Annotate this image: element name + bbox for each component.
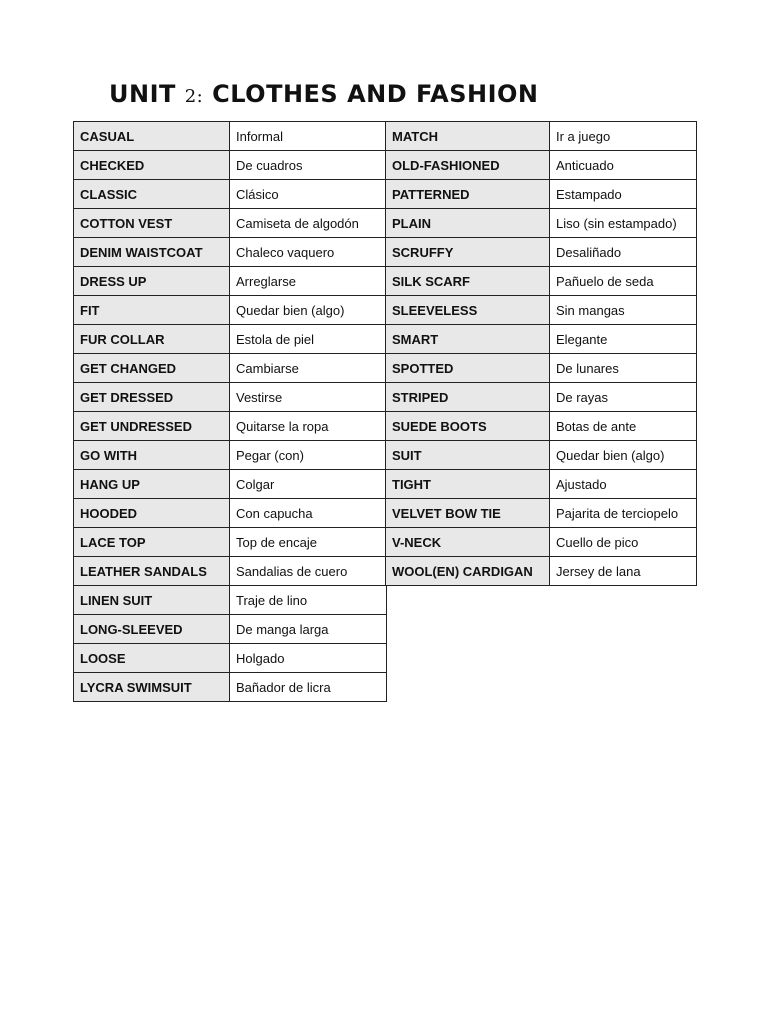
translation-cell: Quitarse la ropa [230, 412, 387, 441]
term-cell: MATCH [386, 122, 550, 151]
term-cell: LYCRA SWIMSUIT [74, 673, 230, 702]
translation-cell: Pañuelo de seda [550, 267, 697, 296]
table-row [386, 267, 697, 296]
table-row [386, 354, 697, 383]
table-row [386, 180, 697, 209]
table-row [386, 383, 697, 412]
table-row [386, 412, 697, 441]
table-row [74, 673, 387, 702]
table-row [74, 354, 387, 383]
table-row [386, 151, 697, 180]
term-cell: OLD-FASHIONED [386, 151, 550, 180]
translation-cell: Chaleco vaquero [230, 238, 387, 267]
translation-cell: De lunares [550, 354, 697, 383]
term-cell: TIGHT [386, 470, 550, 499]
table-row [74, 557, 387, 586]
term-cell: SUIT [386, 441, 550, 470]
term-cell: PLAIN [386, 209, 550, 238]
translation-cell: Elegante [550, 325, 697, 354]
translation-cell: Botas de ante [550, 412, 697, 441]
term-cell: GET DRESSED [74, 383, 230, 412]
table-row [386, 470, 697, 499]
translation-cell: Informal [230, 122, 387, 151]
translation-cell: Clásico [230, 180, 387, 209]
term-cell: CLASSIC [74, 180, 230, 209]
table-row [74, 238, 387, 267]
table-row [74, 122, 387, 151]
translation-cell: Top de encaje [230, 528, 387, 557]
term-cell: GET UNDRESSED [74, 412, 230, 441]
translation-cell: De manga larga [230, 615, 387, 644]
translation-cell: De rayas [550, 383, 697, 412]
vocabulary-table-left [73, 121, 387, 702]
title-number: 2: [184, 86, 204, 107]
translation-cell: Estola de piel [230, 325, 387, 354]
table-row [386, 238, 697, 267]
term-cell: GET CHANGED [74, 354, 230, 383]
term-cell: LEATHER SANDALS [74, 557, 230, 586]
table-row [74, 615, 387, 644]
translation-cell: Pegar (con) [230, 441, 387, 470]
term-cell: WOOL(EN) CARDIGAN [386, 557, 550, 586]
term-cell: COTTON VEST [74, 209, 230, 238]
translation-cell: Desaliñado [550, 238, 697, 267]
translation-cell: Ir a juego [550, 122, 697, 151]
term-cell: FUR COLLAR [74, 325, 230, 354]
term-cell: CHECKED [74, 151, 230, 180]
translation-cell: Anticuado [550, 151, 697, 180]
translation-cell: Sandalias de cuero [230, 557, 387, 586]
term-cell: CASUAL [74, 122, 230, 151]
table-row [386, 528, 697, 557]
translation-cell: Cambiarse [230, 354, 387, 383]
translation-cell: Holgado [230, 644, 387, 673]
table-row [74, 499, 387, 528]
translation-cell: Quedar bien (algo) [230, 296, 387, 325]
term-cell: V-NECK [386, 528, 550, 557]
table-row [386, 441, 697, 470]
title-subject: CLOTHES AND FASHION [212, 80, 539, 108]
table-row [74, 586, 387, 615]
table-row [74, 180, 387, 209]
term-cell: SUEDE BOOTS [386, 412, 550, 441]
translation-cell: Quedar bien (algo) [550, 441, 697, 470]
table-row [74, 151, 387, 180]
vocabulary-table-right [385, 121, 697, 586]
table-row [74, 441, 387, 470]
term-cell: VELVET BOW TIE [386, 499, 550, 528]
term-cell: SCRUFFY [386, 238, 550, 267]
term-cell: DRESS UP [74, 267, 230, 296]
translation-cell: Traje de lino [230, 586, 387, 615]
table-row [74, 296, 387, 325]
table-row [74, 644, 387, 673]
table-row [74, 528, 387, 557]
translation-cell: Cuello de pico [550, 528, 697, 557]
term-cell: PATTERNED [386, 180, 550, 209]
table-row [386, 557, 697, 586]
table-row [386, 209, 697, 238]
translation-cell: Con capucha [230, 499, 387, 528]
term-cell: LONG-SLEEVED [74, 615, 230, 644]
table-row [386, 122, 697, 151]
translation-cell: Sin mangas [550, 296, 697, 325]
table-row [74, 470, 387, 499]
table-row [74, 209, 387, 238]
table-row [74, 383, 387, 412]
page-title [109, 80, 539, 108]
term-cell: STRIPED [386, 383, 550, 412]
translation-cell: De cuadros [230, 151, 387, 180]
translation-cell: Liso (sin estampado) [550, 209, 697, 238]
term-cell: FIT [74, 296, 230, 325]
translation-cell: Jersey de lana [550, 557, 697, 586]
term-cell: HOODED [74, 499, 230, 528]
term-cell: SLEEVELESS [386, 296, 550, 325]
table-row [386, 325, 697, 354]
table-row [74, 412, 387, 441]
term-cell: LOOSE [74, 644, 230, 673]
term-cell: DENIM WAISTCOAT [74, 238, 230, 267]
translation-cell: Colgar [230, 470, 387, 499]
term-cell: SILK SCARF [386, 267, 550, 296]
translation-cell: Ajustado [550, 470, 697, 499]
table-row [74, 325, 387, 354]
table-row [386, 499, 697, 528]
term-cell: SPOTTED [386, 354, 550, 383]
term-cell: HANG UP [74, 470, 230, 499]
term-cell: LACE TOP [74, 528, 230, 557]
translation-cell: Arreglarse [230, 267, 387, 296]
term-cell: GO WITH [74, 441, 230, 470]
translation-cell: Vestirse [230, 383, 387, 412]
term-cell: SMART [386, 325, 550, 354]
term-cell: LINEN SUIT [74, 586, 230, 615]
title-prefix: UNIT [109, 80, 176, 108]
translation-cell: Bañador de licra [230, 673, 387, 702]
translation-cell: Estampado [550, 180, 697, 209]
translation-cell: Camiseta de algodón [230, 209, 387, 238]
table-row [386, 296, 697, 325]
translation-cell: Pajarita de terciopelo [550, 499, 697, 528]
table-row [74, 267, 387, 296]
